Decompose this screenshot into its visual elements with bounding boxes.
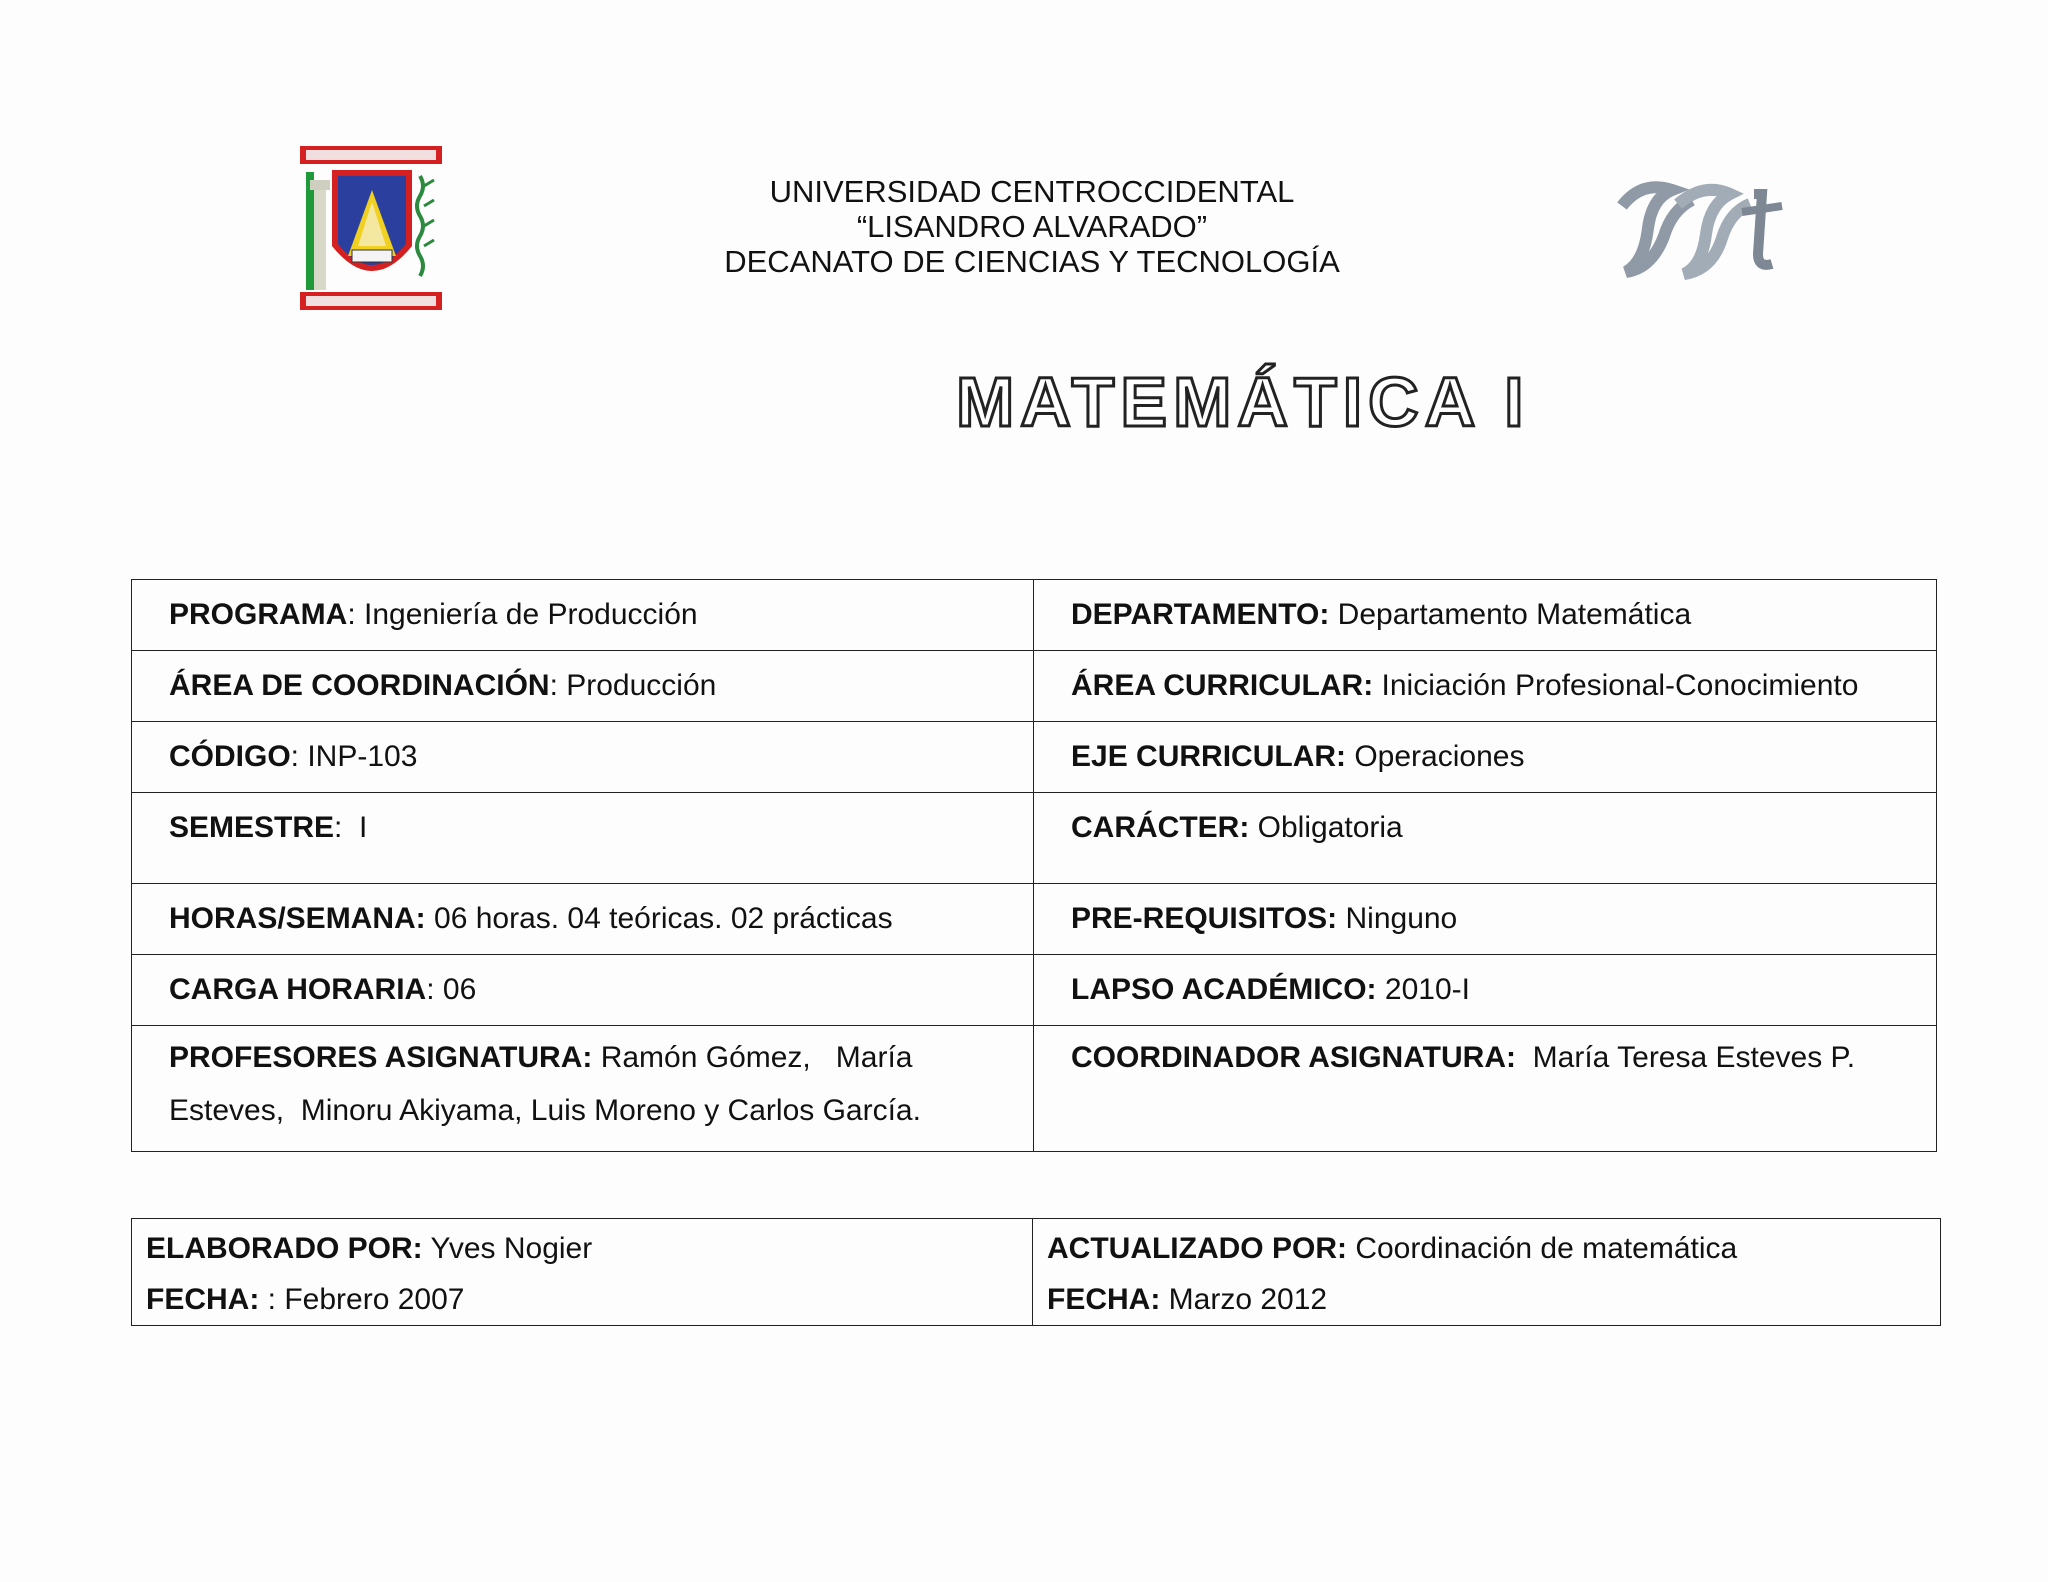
actualizado-label: ACTUALIZADO POR:	[1047, 1232, 1347, 1265]
programa-label: PROGRAMA	[169, 598, 348, 631]
course-title: MATEMÁTICA I	[956, 363, 1530, 441]
table-row	[132, 722, 1937, 793]
semestre-cell	[132, 793, 1034, 884]
profesores-label: PROFESORES ASIGNATURA:	[169, 1041, 593, 1074]
fecha-elaborado-value: : Febrero 2007	[259, 1283, 465, 1316]
semestre-label: SEMESTRE	[169, 811, 335, 844]
codigo-value: : INP-103	[290, 740, 418, 773]
institution-header	[600, 174, 1464, 279]
codigo-cell	[132, 722, 1034, 793]
area-coordinacion-label: ÁREA DE COORDINACIÓN	[169, 669, 550, 702]
area-curricular-cell	[1034, 651, 1937, 722]
prerrequisitos-cell	[1034, 884, 1937, 955]
table-row	[132, 651, 1937, 722]
carga-horaria-cell	[132, 955, 1034, 1026]
coordinador-cell	[1034, 1026, 1937, 1152]
faculty-name: DECANATO DE CIENCIAS Y TECNOLOGÍA	[724, 244, 1340, 279]
caracter-label: CARÁCTER:	[1071, 811, 1250, 844]
course-info-table	[131, 579, 1937, 1152]
table-row	[132, 884, 1937, 955]
table-row	[132, 955, 1937, 1026]
area-curricular-label: ÁREA CURRICULAR:	[1071, 669, 1374, 702]
caracter-cell	[1034, 793, 1937, 884]
carga-horaria-label: CARGA HORARIA	[169, 973, 427, 1006]
table-row	[132, 1026, 1937, 1152]
elaborado-cell	[132, 1219, 1033, 1326]
eje-curricular-cell	[1034, 722, 1937, 793]
programa-cell	[132, 580, 1034, 651]
codigo-label: CÓDIGO	[169, 740, 291, 773]
area-curricular-value: Iniciación Profesional-Conocimiento	[1373, 669, 1859, 702]
eje-curricular-label: EJE CURRICULAR:	[1071, 740, 1347, 773]
authorship-table	[131, 1218, 1941, 1326]
dcyt-logo	[1612, 176, 1798, 286]
prerrequisitos-label: PRE-REQUISITOS:	[1071, 902, 1338, 935]
profesores-cell	[132, 1026, 1034, 1152]
horas-semana-label: HORAS/SEMANA:	[169, 902, 426, 935]
departamento-value: Departamento Matemática	[1329, 598, 1692, 631]
programa-value: : Ingeniería de Producción	[347, 598, 698, 631]
university-seal-logo	[300, 146, 442, 310]
departamento-cell	[1034, 580, 1937, 651]
actualizado-value: Coordinación de matemática	[1346, 1232, 1738, 1265]
eje-curricular-value: Operaciones	[1346, 740, 1525, 773]
fecha-actualizado-label: FECHA:	[1047, 1283, 1161, 1316]
semestre-value: : I	[334, 811, 368, 844]
university-name: UNIVERSIDAD CENTROCCIDENTAL	[769, 174, 1295, 209]
elaborado-label: ELABORADO POR:	[146, 1232, 423, 1265]
coordinador-label: COORDINADOR ASIGNATURA:	[1071, 1041, 1516, 1074]
table-row	[132, 793, 1937, 884]
prerrequisitos-value: Ninguno	[1337, 902, 1458, 935]
coordinador-value: María Teresa Esteves P.	[1515, 1041, 1856, 1074]
carga-horaria-value: : 06	[426, 973, 477, 1006]
area-coordinacion-cell	[132, 651, 1034, 722]
horas-semana-cell	[132, 884, 1034, 955]
lapso-academico-cell	[1034, 955, 1937, 1026]
profesores-value: Ramón Gómez, María Esteves, Minoru Akiyama, Luis Moreno y Carlos García.	[169, 1041, 921, 1127]
fecha-actualizado-value: Marzo 2012	[1160, 1283, 1328, 1316]
lapso-academico-value: 2010-I	[1376, 973, 1470, 1006]
table-row	[132, 580, 1937, 651]
university-subname: “LISANDRO ALVARADO”	[856, 209, 1208, 244]
departamento-label: DEPARTAMENTO:	[1071, 598, 1330, 631]
actualizado-cell	[1033, 1219, 1941, 1326]
fecha-elaborado-label: FECHA:	[146, 1283, 260, 1316]
elaborado-value: Yves Nogier	[422, 1232, 593, 1265]
horas-semana-value: 06 horas. 04 teóricas. 02 prácticas	[425, 902, 893, 935]
table-row	[132, 1219, 1941, 1326]
caracter-value: Obligatoria	[1249, 811, 1403, 844]
lapso-academico-label: LAPSO ACADÉMICO:	[1071, 973, 1377, 1006]
area-coordinacion-value: : Producción	[549, 669, 717, 702]
